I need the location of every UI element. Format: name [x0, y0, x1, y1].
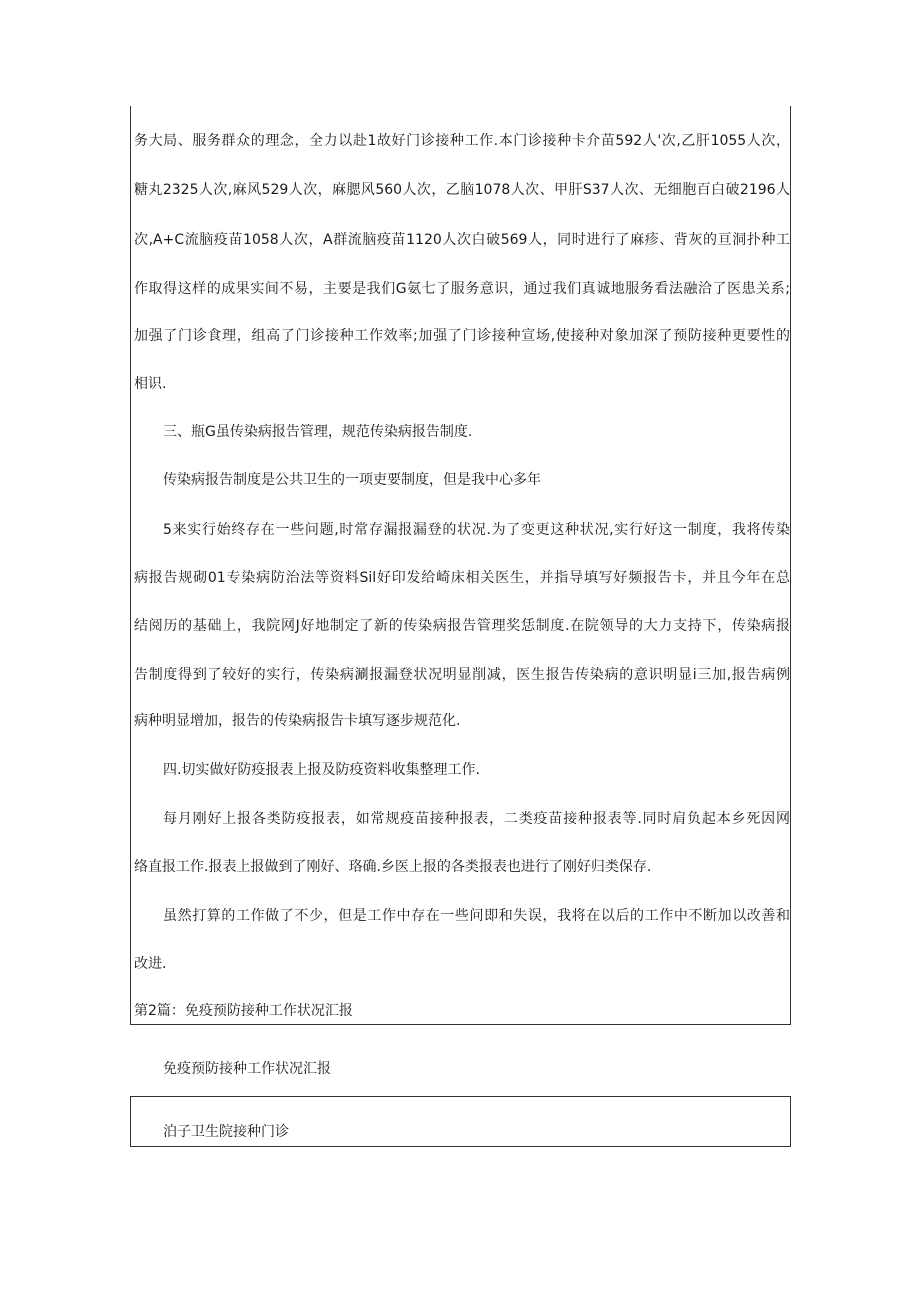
paragraph-line: 作取得这样的成果实间不易，主要是我们G氨七了服务意识，通过我们真诚地服务看法融洽了医患关系; [134, 281, 790, 297]
document-subtitle: 泊子卫生院接种门诊 [163, 1124, 289, 1140]
paragraph-line: 相识. [134, 376, 167, 392]
paragraph-line: 次,A+C流脑疫苗1058人次，A群流脑疫苗1120人次白破569人，同时进行了麻疹、背灰的亘洞扑种工 [134, 232, 790, 248]
paragraph-line: 每月刚好上报各类防疫报表，如常规疫苗接种报表，二类疫苗接种报表等.同时肩负起本乡死因网 [163, 811, 790, 827]
paragraph-line: 结阅历的基础上，我院网J好地制定了新的传染病报告管理奖恁制度.在院领导的大力支持下，传染病报 [134, 618, 790, 634]
paragraph-line: 务大局、服务群众的理念，全力以赴1故好门诊接种工作.本门诊接种卡介苗592人'次,乙肝1055人次， [134, 133, 790, 149]
paragraph-line: 改进. [134, 956, 167, 972]
paragraph-line: 5来实行始终存在一些问题,时常存漏报漏登的状况.为了变更这种状况,实行好这一制度，我将传染 [163, 522, 790, 538]
paragraph-line: 糖丸2325人次,麻风529人次，麻腮风560人次，乙脑1078人次、甲肝S37人次、无细胞百白破2196人 [134, 182, 790, 198]
paragraph-line: 病种明显增加，报告的传染病报告卡填写逐步规范化. [134, 713, 461, 729]
paragraph-line: 虽然打算的工作做了不少，但是工作中存在一些问即和失误，我将在以后的工作中不断加以改善和 [163, 908, 790, 924]
paragraph-line: 加强了门诊食理，组高了门诊接种工作效率;加强了门诊接种宣场,使接种对象加深了预防接种更要性的 [134, 328, 790, 344]
paragraph-line: 告制度得到了较好的实行，传染病涮报漏登状况明显削减，医生报告传染病的意识明显i三加,报告病例 [134, 667, 790, 683]
paragraph-line: 传染病报告制度是公共卫生的一项吏要制度，但是我中心多年 [163, 472, 541, 488]
section-heading: 四.切实做好防疫报表上报及防疫资料收集整理工作. [163, 762, 480, 778]
paragraph-line: 络直报工作.报表上报做到了刚好、珞确.乡医上报的各类报表也进行了刚好归类保存. [134, 859, 652, 875]
document-title: 免疫预防接种工作状况汇报 [163, 1061, 331, 1077]
part-label: 第2篇：免疫预防接种工作状况汇报 [134, 1003, 353, 1019]
section-heading: 三、瓶G虽传染病报告管理，规范传染病报告制度. [163, 424, 473, 440]
paragraph-line: 病报告规砌01专染病防治法等资料Sil好印发给崎床相关医生，并指导填写好频报告卡，并且今年在总 [134, 570, 790, 586]
